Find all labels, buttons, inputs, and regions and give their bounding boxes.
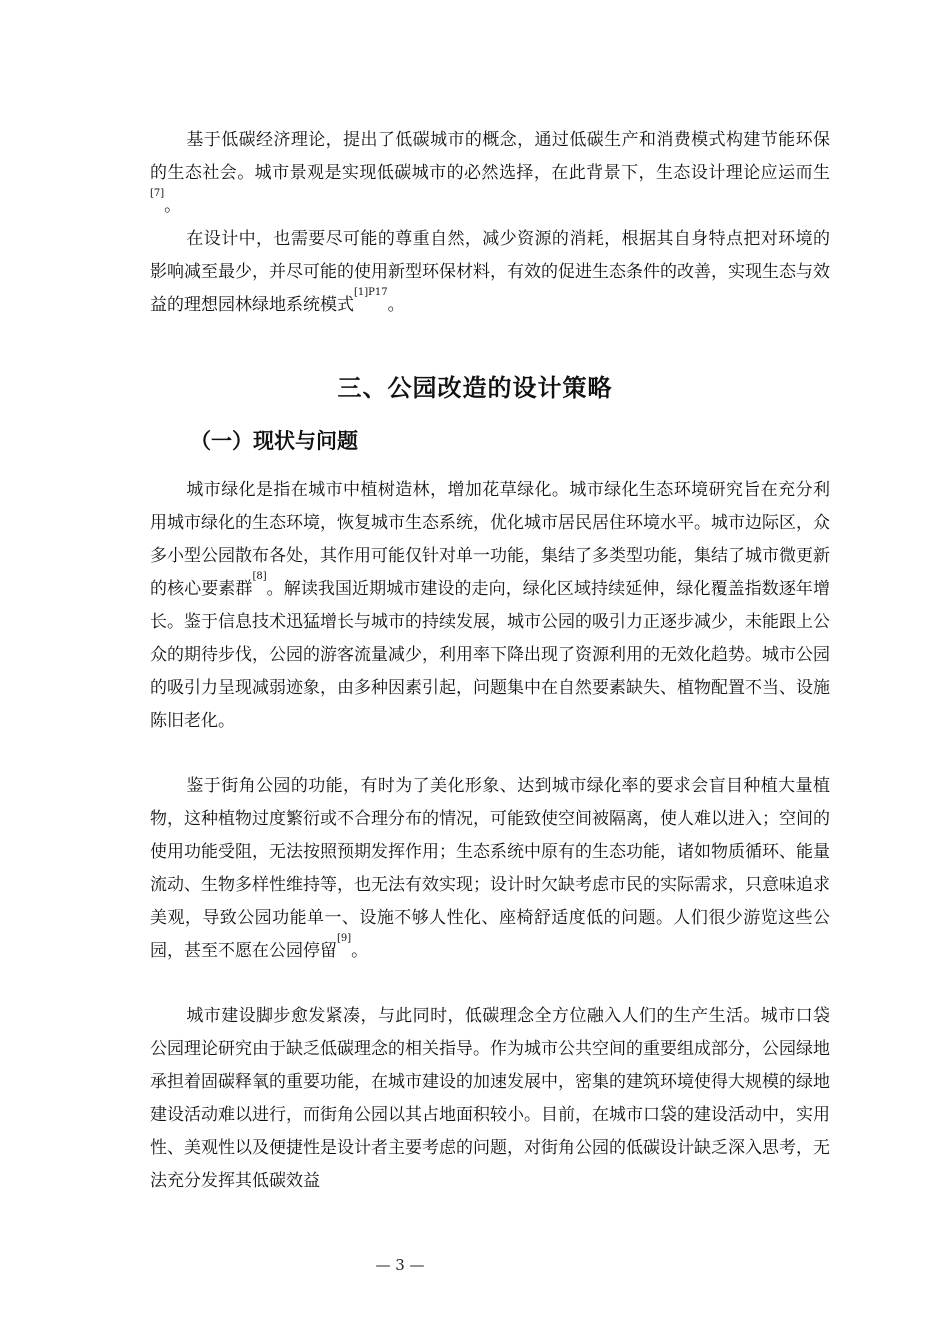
paragraph-corner-park-issues [150,770,830,968]
paragraph-tail: 。 [387,295,405,315]
paragraph-design-respect-nature [150,223,830,322]
paragraph-text: 城市绿化是指在城市中植树造林，增加花草绿化。城市绿化生态环境研究旨在充分利用城市绿化的生态环境，恢复城市生态系统，优化城市居民居住环境水平。城市边际区，众多小型公园散布各处，其作用可能仅针对单一功能，集结了多类型功能，集结了城市微更新的核心要素群 [150,480,830,599]
paragraph-text: 鉴于街角公园的功能，有时为了美化形象、达到城市绿化率的要求会盲目种植大量植物，这种植物过度繁衍或不合理分布的情况，可能致使空间被隔离，使人难以进入；空间的使用功能受阻，无法按照预期发挥作用；生态系统中原有的生态功能，诸如物质循环、能量流动、生物多样性维持等，也无法有效实现；设计时欠缺考虑市民的实际需求，只意味追求美观，导致公园功能单一、设施不够人性化、座椅舒适度低的问题。人们很少游览这些公园，甚至不愿在公园停留 [150,776,830,961]
paragraph-tail: 。 [351,941,369,961]
section-heading: 三、公园改造的设计策略 [337,374,613,402]
subsection-heading: （一）现状与问题 [190,429,358,453]
paragraph-text: 基于低碳经济理论，提出了低碳城市的概念，通过低碳生产和消费模式构建节能环保的生态社会。城市景观是实现低碳城市的必然选择，在此背景下，生态设计理论应运而生 [150,130,830,183]
citation: [8] [252,571,267,582]
paragraph-text: 城市建设脚步愈发紧凑，与此同时，低碳理念全方位融入人们的生产生活。城市口袋公园理论研究由于缺乏低碳理念的相关指导。作为城市公共空间的重要组成部分，公园绿地承担着固碳释氧的重要功能，在城市建设的加速发展中，密集的建筑环境使得大规模的绿地建设活动难以进行，而街角公园以其占地面积较小。目前，在城市口袋的建设活动中，实用性、美观性以及便捷性是设计者主要考虑的问题，对街角公园的低碳设计缺乏深入思考，无法充分发挥其低碳效益 [150,1006,830,1191]
citation: [1]P17 [354,287,388,298]
paragraph-text: 在设计中，也需要尽可能的尊重自然，减少资源的消耗，根据其自身特点把对环境的影响减至最少，并尽可能的使用新型环保材料，有效的促进生态条件的改善，实现生态与效益的理想园林绿地系统模式 [150,229,830,315]
paragraph-urban-greening [150,474,830,738]
paragraph-tail: 。解读我国近期城市建设的走向，绿化区域持续延伸，绿化覆盖指数逐年增长。鉴于信息技术迅猛增长与城市的持续发展，城市公园的吸引力正逐步减少，未能跟上公众的期待步伐，公园的游客流量减少，利用率下降出现了资源利用的无效化趋势。城市公园的吸引力呈现减弱迹象，由多种因素引起，问题集中在自然要素缺失、植物配置不当、设施陈旧老化。 [150,579,831,731]
paragraph-low-carbon-construction [150,1000,830,1198]
paragraph-low-carbon-city [150,124,830,223]
citation: [7] [150,188,165,199]
citation: [9] [337,933,352,944]
page-number: — 3 — [375,1256,425,1274]
paragraph-tail: 。 [164,196,182,216]
